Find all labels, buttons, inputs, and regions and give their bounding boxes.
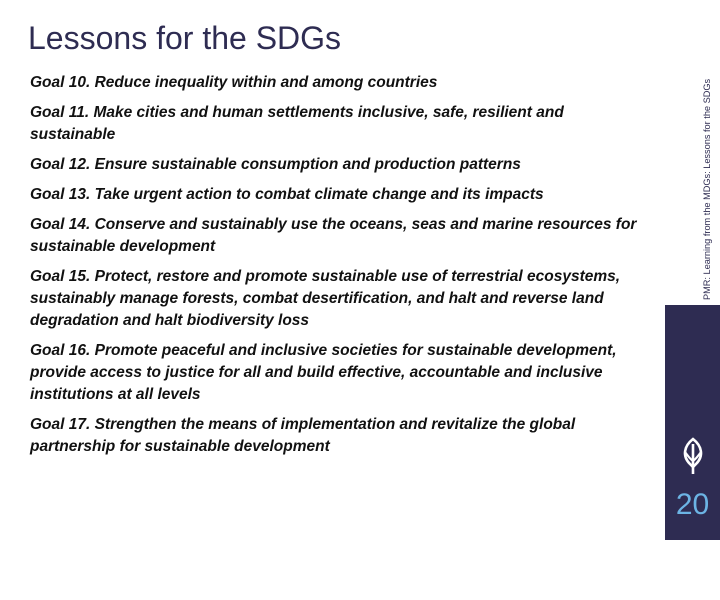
goals-list [30, 72, 642, 466]
goal-item-14: Goal 14. Conserve and sustainably use the oceans, seas and marine resources for sustainable development [30, 216, 637, 255]
footer-note-text: PMR: Learning from the MDGs: Lessons for the SDGs [702, 78, 712, 300]
goal-item-10: Goal 10. Reduce inequality within and among countries [30, 74, 438, 91]
leaf-emblem-icon [676, 436, 710, 476]
goal-item-13: Goal 13. Take urgent action to combat climate change and its impacts [30, 186, 544, 203]
page-number: 20 [675, 488, 710, 521]
goal-item-15: Goal 15. Protect, restore and promote sustainable use of terrestrial ecosystems, sustainably manage forests, combat desertification, and halt and reverse land degradation and halt biodiversity loss [30, 268, 621, 329]
goal-item-16: Goal 16. Promote peaceful and inclusive societies for sustainable development, provide access to justice for all and build effective, accountable and inclusive institutions at all levels [30, 342, 617, 403]
goal-item-17: Goal 17. Strengthen the means of implementation and revitalize the global partnership for sustainable development [30, 416, 576, 455]
slide-title: Lessons for the SDGs [28, 20, 342, 56]
goal-item-11: Goal 11. Make cities and human settlements inclusive, safe, resilient and sustainable [30, 104, 564, 143]
goal-item-12: Goal 12. Ensure sustainable consumption and production patterns [30, 156, 521, 173]
